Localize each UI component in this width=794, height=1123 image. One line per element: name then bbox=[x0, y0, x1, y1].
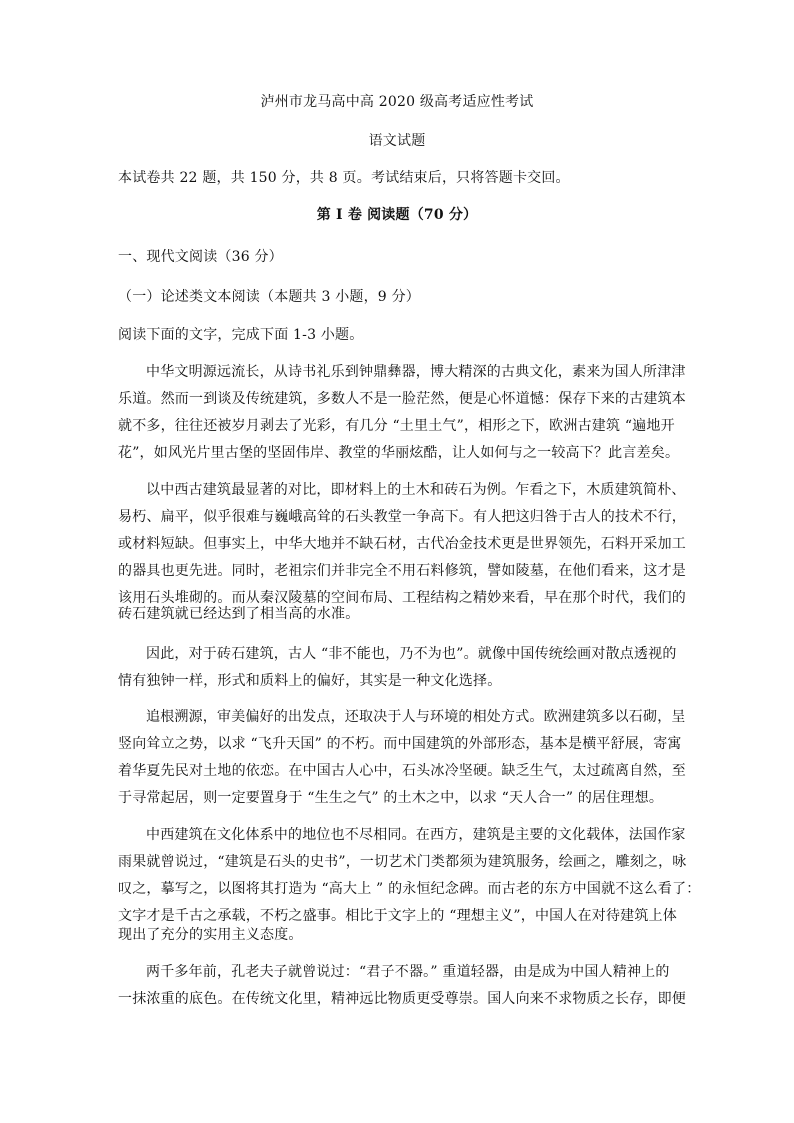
paragraph-line: 一抹浓重的底色。在传统文化里，精神远比物质更受尊崇。国人向来不求物质之长存，即便 bbox=[118, 991, 686, 1007]
paragraph-line: 花”，如风光片里古堡的坚固伟岸、教堂的华丽炫酷，让人如何与之一较高下？此言差矣。 bbox=[118, 445, 680, 461]
paragraph-line: 文字才是千古之承载，不朽之盛事。相比于文字上的 “理想主义”，中国人在对待建筑上体 bbox=[118, 908, 677, 924]
sub-heading: （一）论述类文本阅读（本题共 3 小题，9 分） bbox=[118, 289, 420, 305]
exam-intro: 本试卷共 22 题，共 150 分，共 8 页。考试结束后，只将答题卡交回。 bbox=[118, 170, 570, 186]
paragraph-line: 易朽、扁平，似乎很难与巍峨高耸的石头教堂一争高下。有人把这归咎于古人的技术不行， bbox=[118, 509, 686, 525]
paragraph-line: 于寻常起居，则一定要置身于 “生生之气” 的土木之中，以求 “天人合一” 的居住理想。 bbox=[118, 790, 664, 806]
paragraph-line: 着华夏先民对土地的依恋。在中国古人心中，石头冰冷坚硬。缺乏生气，太过疏离自然，至 bbox=[118, 763, 686, 779]
paragraph-line: 砖石建筑就已经达到了相当高的水准。 bbox=[118, 606, 360, 622]
section-title: 第 I 卷 阅读题（70 分） bbox=[316, 207, 478, 223]
paragraph-line: 以中西古建筑最显著的对比，即材料上的土木和砖石为例。乍看之下，木质建筑简朴、 bbox=[146, 482, 686, 498]
exam-title: 泸州市龙马高中高 2020 级高考适应性考试 bbox=[260, 94, 534, 110]
paragraph-line: 情有独钟一样，形式和质料上的偏好，其实是一种文化选择。 bbox=[118, 673, 502, 689]
paragraph-line: 雨果就曾说过，“建筑是石头的史书”，一切艺术门类都须为建筑服务，绘画之，雕刻之，咏 bbox=[118, 854, 687, 870]
exam-subtitle: 语文试题 bbox=[368, 133, 426, 149]
paragraph-line: 竖向耸立之势，以求 “飞升天国” 的不朽。而中国建筑的外部形态，基本是横平舒展，寄寓 bbox=[118, 736, 682, 752]
paragraph-line: 或材料短缺。但事实上，中华大地并不缺石材，古代冶金技术更是世界领先，石料开采加工 bbox=[118, 536, 686, 552]
paragraph-line: 中西建筑在文化体系中的地位也不尽相同。在西方，建筑是主要的文化载体，法国作家 bbox=[146, 827, 686, 843]
reading-instruction: 阅读下面的文字，完成下面 1-3 小题。 bbox=[118, 327, 364, 343]
part-heading: 一、现代文阅读（36 分） bbox=[118, 249, 283, 265]
paragraph-line: 叹之，摹写之，以图将其打造为 “高大上 ” 的永恒纪念碑。而古老的东方中国就不这么看了： bbox=[118, 881, 701, 897]
paragraph-line: 该用石头堆砌的。而从秦汉陵墓的空间布局、工程结构之精妙来看，早在那个时代，我们的 bbox=[118, 590, 686, 606]
paragraph-line: 就不多，往往还被岁月剥去了光彩，有几分 “土里土气”，相形之下，欧洲古建筑 “遍地开 bbox=[118, 418, 675, 434]
paragraph-line: 中华文明源远流长，从诗书礼乐到钟鼎彝器，博大精深的古典文化，素来为国人所津津 bbox=[146, 364, 686, 380]
paragraph-line: 的器具也更先进。同时，老祖宗们并非完全不用石料修筑，譬如陵墓，在他们看来，这才是 bbox=[118, 563, 686, 579]
paragraph-line: 乐道。然而一到谈及传统建筑，多数人不是一脸茫然，便是心怀道憾：保存下来的古建筑本 bbox=[118, 391, 686, 407]
paragraph-line: 因此，对于砖石建筑，古人 “非不能也，乃不为也”。就像中国传统绘画对散点透视的 bbox=[146, 646, 677, 662]
paragraph-line: 追根溯源，审美偏好的出发点，还取决于人与环境的相处方式。欧洲建筑多以石砌，呈 bbox=[146, 709, 686, 725]
paragraph-line: 两千多年前，孔老夫子就曾说过：“君子不器。” 重道轻器，由是成为中国人精神上的 bbox=[146, 964, 670, 980]
paragraph-line: 现出了充分的实用主义态度。 bbox=[118, 927, 303, 943]
